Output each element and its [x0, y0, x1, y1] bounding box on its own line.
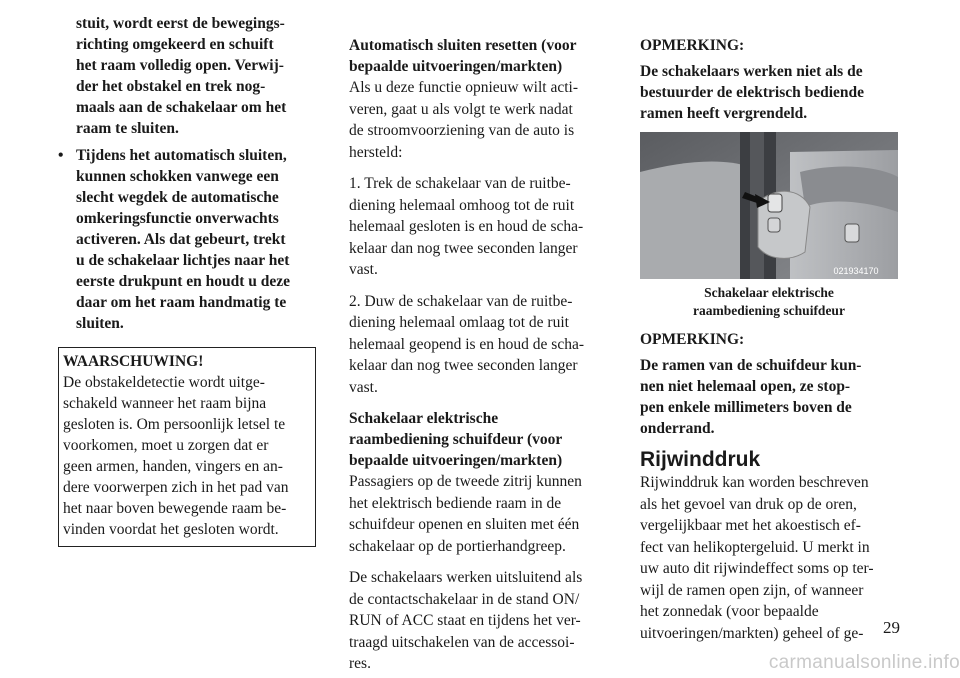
text-line: voorkomen, moet u zorgen dat er	[63, 437, 269, 454]
text-line: De obstakeldetectie wordt uitge-	[63, 374, 265, 391]
text-line: vast.	[349, 261, 378, 278]
text-line: schakeld wanneer het raam bijna	[63, 395, 267, 412]
text-line: helemaal geopend is en houd de scha-	[349, 335, 584, 353]
watermark: carmanualsonline.info	[768, 652, 960, 673]
text-line: het elektrisch bediende raam in de	[349, 494, 562, 512]
text-line: Rijwinddruk kan worden beschreven	[640, 474, 869, 491]
text-line: kelaar dan nog twee seconden langer	[349, 357, 578, 374]
figure-code: 021934170	[833, 266, 879, 276]
ignition-text	[349, 567, 607, 675]
note-label: OPMERKING:	[640, 331, 745, 348]
text-line: onderrand.	[640, 420, 715, 437]
text-line: bestuurder de elektrisch bediende	[640, 84, 865, 101]
text-line: res.	[349, 655, 371, 672]
text-line: het naar boven bewegende raam be-	[63, 500, 287, 517]
text-line: vast.	[349, 378, 378, 396]
note-label: OPMERKING:	[640, 37, 745, 54]
bullet-icon: •	[58, 147, 64, 164]
step-2	[349, 291, 607, 399]
warning-title: WAARSCHUWING!	[63, 353, 204, 370]
text-line: als het gevoel van druk op de oren,	[640, 495, 857, 513]
text-line: der het obstakel en trek nog-	[76, 78, 266, 95]
text-line: stuit, wordt eerst de bewegings-	[76, 15, 285, 32]
text-line: veren, gaat u als volgt te werk nadat	[349, 100, 573, 118]
text-line: vinden voordat het gesloten wordt.	[63, 521, 279, 538]
text-line: schakelaar op de portierhandgreep.	[349, 537, 566, 555]
sliding-door-text	[349, 471, 607, 557]
text-line: gesloten is. Om persoonlijk letsel te	[63, 416, 286, 433]
text-line: Automatisch sluiten resetten (voor	[349, 37, 577, 54]
text-line: slecht wegdek de automatische	[76, 189, 279, 206]
text-line: sluiten.	[76, 315, 124, 332]
text-line: u de schakelaar lichtjes naar het	[76, 252, 290, 269]
text-line: helemaal gesloten is en houd de scha-	[349, 218, 584, 235]
text-line: richting omgekeerd en schuift	[76, 36, 274, 53]
reset-heading	[349, 35, 607, 77]
text-line: schuifdeur openen en sluiten met één	[349, 516, 580, 533]
note-1	[640, 35, 898, 124]
text-line: uw auto dit rijwindeffect soms op ter-	[640, 560, 874, 577]
text-line: ramen heeft vergrendeld.	[640, 105, 808, 122]
text-line: wijl de ramen open zijn, of wanneer	[640, 581, 864, 599]
sliding-door-switch-photo	[640, 132, 898, 279]
text-line: Passagiers op de tweede zitrij kunnen	[349, 473, 582, 490]
text-line: het raam volledig open. Verwij-	[76, 57, 284, 74]
text-line: diening helemaal omhoog tot de ruit	[349, 196, 575, 214]
step-1	[349, 173, 607, 281]
text-line: 2. Duw de schakelaar van de ruitbe-	[349, 292, 573, 310]
warning-box	[58, 347, 316, 547]
reset-intro	[349, 77, 607, 163]
text-line: kelaar dan nog twee seconden langer	[349, 239, 578, 257]
bullet-continuation	[58, 13, 316, 139]
text-line: kunnen schokken vanwege een	[76, 168, 279, 185]
text-line: hersteld:	[349, 143, 403, 161]
text-line: pen enkele millimeters boven de	[640, 399, 852, 416]
text-line: diening helemaal omlaag tot de ruit	[349, 314, 569, 331]
note-2	[640, 329, 898, 439]
text-line: Schakelaar elektrische	[704, 285, 834, 300]
text-line: daar om het raam handmatig te	[76, 294, 287, 311]
text-line: eerste drukpunt en houdt u deze	[76, 273, 291, 290]
text-line: bepaalde uitvoeringen/markten)	[349, 58, 563, 75]
text-line: nen niet helemaal open, ze stop-	[640, 378, 851, 395]
text-line: het zonnedak (voor bepaalde	[640, 603, 819, 620]
text-line: bepaalde uitvoeringen/markten)	[349, 452, 563, 469]
text-line: raam te sluiten.	[76, 120, 179, 137]
figure-caption	[640, 284, 898, 320]
text-line: omkeringsfunctie onverwachts	[76, 210, 279, 227]
sliding-door-heading	[349, 408, 607, 471]
text-line: De schakelaars werken niet als de	[640, 63, 863, 80]
text-line: de stroomvoorziening van de auto is	[349, 122, 575, 139]
column-right	[640, 35, 898, 644]
text-line: de contactschakelaar in de stand ON/	[349, 590, 580, 608]
buffeting-text	[640, 472, 898, 644]
text-line: dere voorwerpen zich in het pad van	[63, 479, 289, 496]
text-line: uitvoeringen/markten) geheel of ge-	[640, 624, 864, 642]
bullet-item	[58, 145, 316, 334]
column-middle	[349, 35, 607, 675]
text-line: RUN of ACC staat en tijdens het ver-	[349, 612, 581, 629]
text-line: Schakelaar elektrische	[349, 410, 499, 427]
text-line: geen armen, handen, vingers en an-	[63, 458, 283, 475]
text-line: raambediening schuifdeur (voor	[349, 431, 563, 448]
text-line: Tijdens het automatisch sluiten,	[76, 147, 287, 164]
text-line: maals aan de schakelaar om het	[76, 99, 287, 116]
text-line: raambediening schuifdeur	[693, 303, 845, 318]
text-line: activeren. Als dat gebeurt, trekt	[76, 231, 286, 248]
page-number: 29	[883, 618, 900, 637]
text-line: 1. Trek de schakelaar van de ruitbe-	[349, 175, 571, 192]
text-line: traagd uitschakelen van de accessoi-	[349, 633, 575, 651]
buffeting-heading: Rijwinddruk	[640, 448, 761, 471]
text-line: fect van helikoptergeluid. U merkt in	[640, 538, 870, 556]
door-panel-illustration	[640, 132, 898, 279]
text-line: vergelijkbaar met het akoestisch ef-	[640, 517, 861, 534]
text-line: Als u deze functie opnieuw wilt acti-	[349, 79, 578, 96]
text-line: De ramen van de schuifdeur kun-	[640, 357, 862, 374]
text-line: De schakelaars werken uitsluitend als	[349, 569, 583, 586]
column-left	[58, 13, 316, 547]
